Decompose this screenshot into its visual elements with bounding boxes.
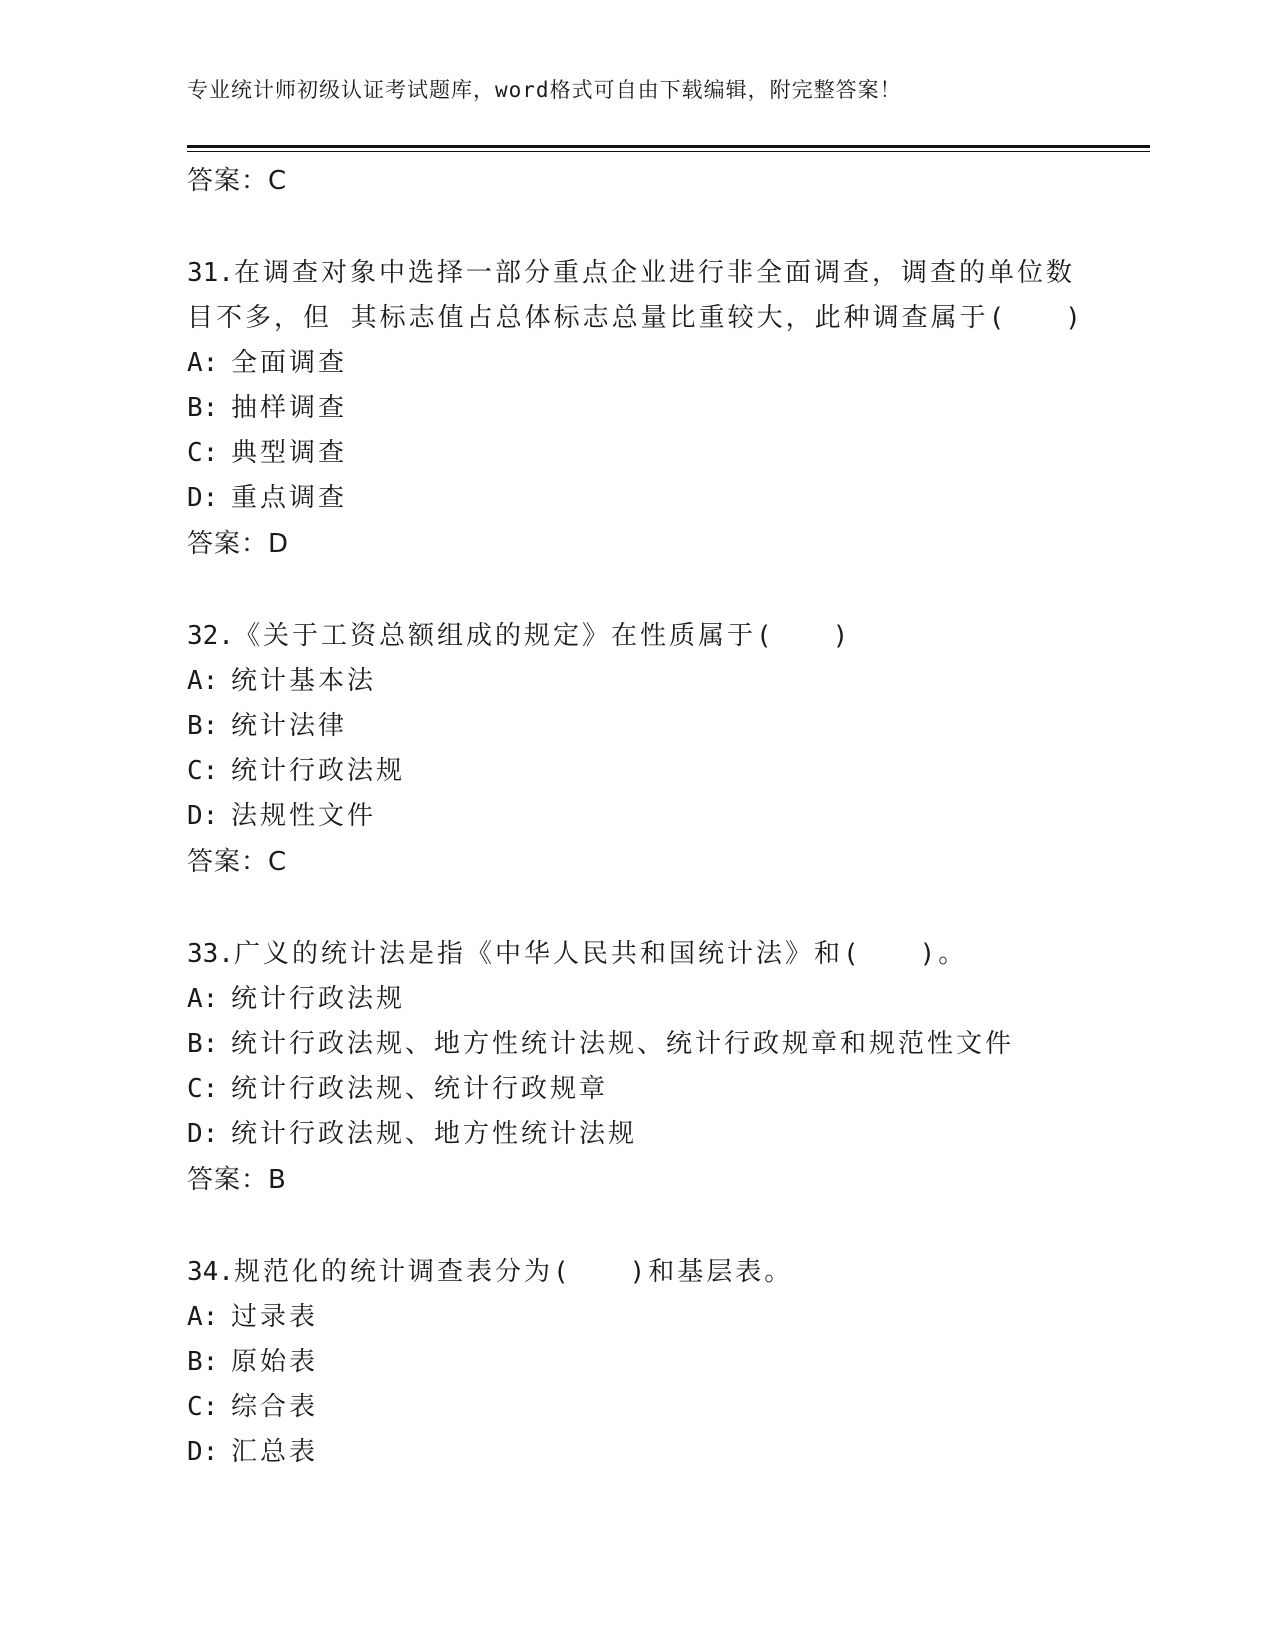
option-key: C: xyxy=(187,1392,219,1422)
option-a xyxy=(187,977,1087,1022)
question-32 xyxy=(187,614,1087,885)
option-d xyxy=(187,794,1087,839)
question-34 xyxy=(187,1250,1087,1475)
question-text-line-1: 《关于工资总额组成的规定》在性质属于( ) xyxy=(233,621,852,651)
question-31 xyxy=(187,251,1087,567)
option-d xyxy=(187,1112,1087,1157)
option-key: A: xyxy=(187,1302,219,1332)
question-stem xyxy=(187,614,1087,659)
question-stem xyxy=(187,251,1087,296)
option-text: 统计行政法规 xyxy=(231,756,406,786)
question-text-line-1: 规范化的统计调查表分为( )和基层表。 xyxy=(233,1257,794,1287)
option-b xyxy=(187,1340,1087,1385)
answer: 答案：C xyxy=(187,847,288,877)
question-list xyxy=(187,158,1087,1475)
option-key: C: xyxy=(187,1074,219,1104)
question-stem xyxy=(187,932,1087,977)
option-b xyxy=(187,704,1087,749)
option-text: 原始表 xyxy=(231,1347,319,1377)
option-key: D: xyxy=(187,1437,219,1467)
option-c xyxy=(187,749,1087,794)
option-a xyxy=(187,1295,1087,1340)
option-key: A: xyxy=(187,348,219,378)
option-text: 统计行政法规、地方性统计法规 xyxy=(231,1119,638,1149)
option-key: B: xyxy=(187,711,219,741)
question-text-line-1: 广义的统计法是指《中华人民共和国统计法》和( )。 xyxy=(233,939,968,969)
option-text: 综合表 xyxy=(231,1392,319,1422)
question-number: 32. xyxy=(187,621,234,651)
option-text: 统计行政法规、统计行政规章 xyxy=(231,1074,609,1104)
question-text-line-1: 在调查对象中选择一部分重点企业进行非全面调查，调查的单位数 xyxy=(233,258,1075,288)
option-key: A: xyxy=(187,984,219,1014)
option-c xyxy=(187,1067,1087,1112)
option-key: B: xyxy=(187,393,219,423)
answer: 答案：D xyxy=(187,529,290,559)
question-number: 31. xyxy=(187,258,234,288)
option-key: B: xyxy=(187,1029,219,1059)
option-a xyxy=(187,341,1087,386)
option-text: 汇总表 xyxy=(231,1437,319,1467)
option-key: C: xyxy=(187,756,219,786)
header-divider-thin xyxy=(187,151,1150,152)
option-text: 统计基本法 xyxy=(231,666,377,696)
question-number: 33. xyxy=(187,939,234,969)
previous-answer: 答案：C xyxy=(187,166,288,196)
page-header: 专业统计师初级认证考试题库，word格式可自由下载编辑，附完整答案！ xyxy=(187,78,902,102)
option-text: 重点调查 xyxy=(231,483,348,513)
option-key: B: xyxy=(187,1347,219,1377)
option-key: A: xyxy=(187,666,219,696)
option-text: 全面调查 xyxy=(231,348,348,378)
answer: 答案：B xyxy=(187,1165,287,1195)
option-text: 抽样调查 xyxy=(231,393,348,423)
option-text: 法规性文件 xyxy=(231,801,377,831)
question-stem xyxy=(187,1250,1087,1295)
option-key: D: xyxy=(187,1119,219,1149)
option-c xyxy=(187,431,1087,476)
question-number: 34. xyxy=(187,1257,234,1287)
option-key: D: xyxy=(187,483,219,513)
header-divider-thick xyxy=(187,145,1150,148)
option-text: 统计行政法规、地方性统计法规、统计行政规章和规范性文件 xyxy=(231,1029,1015,1059)
option-text: 典型调查 xyxy=(231,438,348,468)
option-text: 过录表 xyxy=(231,1302,319,1332)
question-33 xyxy=(187,932,1087,1203)
option-text: 统计法律 xyxy=(231,711,348,741)
option-b xyxy=(187,1022,1087,1067)
option-text: 统计行政法规 xyxy=(231,984,406,1014)
option-a xyxy=(187,659,1087,704)
option-b xyxy=(187,386,1087,431)
option-d xyxy=(187,1430,1087,1475)
option-d xyxy=(187,476,1087,521)
option-key: D: xyxy=(187,801,219,831)
option-c xyxy=(187,1385,1087,1430)
question-text-line-2: 目不多，但 其标志值占总体标志总量比重较大，此种调查属于( ) xyxy=(187,303,1084,333)
option-key: C: xyxy=(187,438,219,468)
